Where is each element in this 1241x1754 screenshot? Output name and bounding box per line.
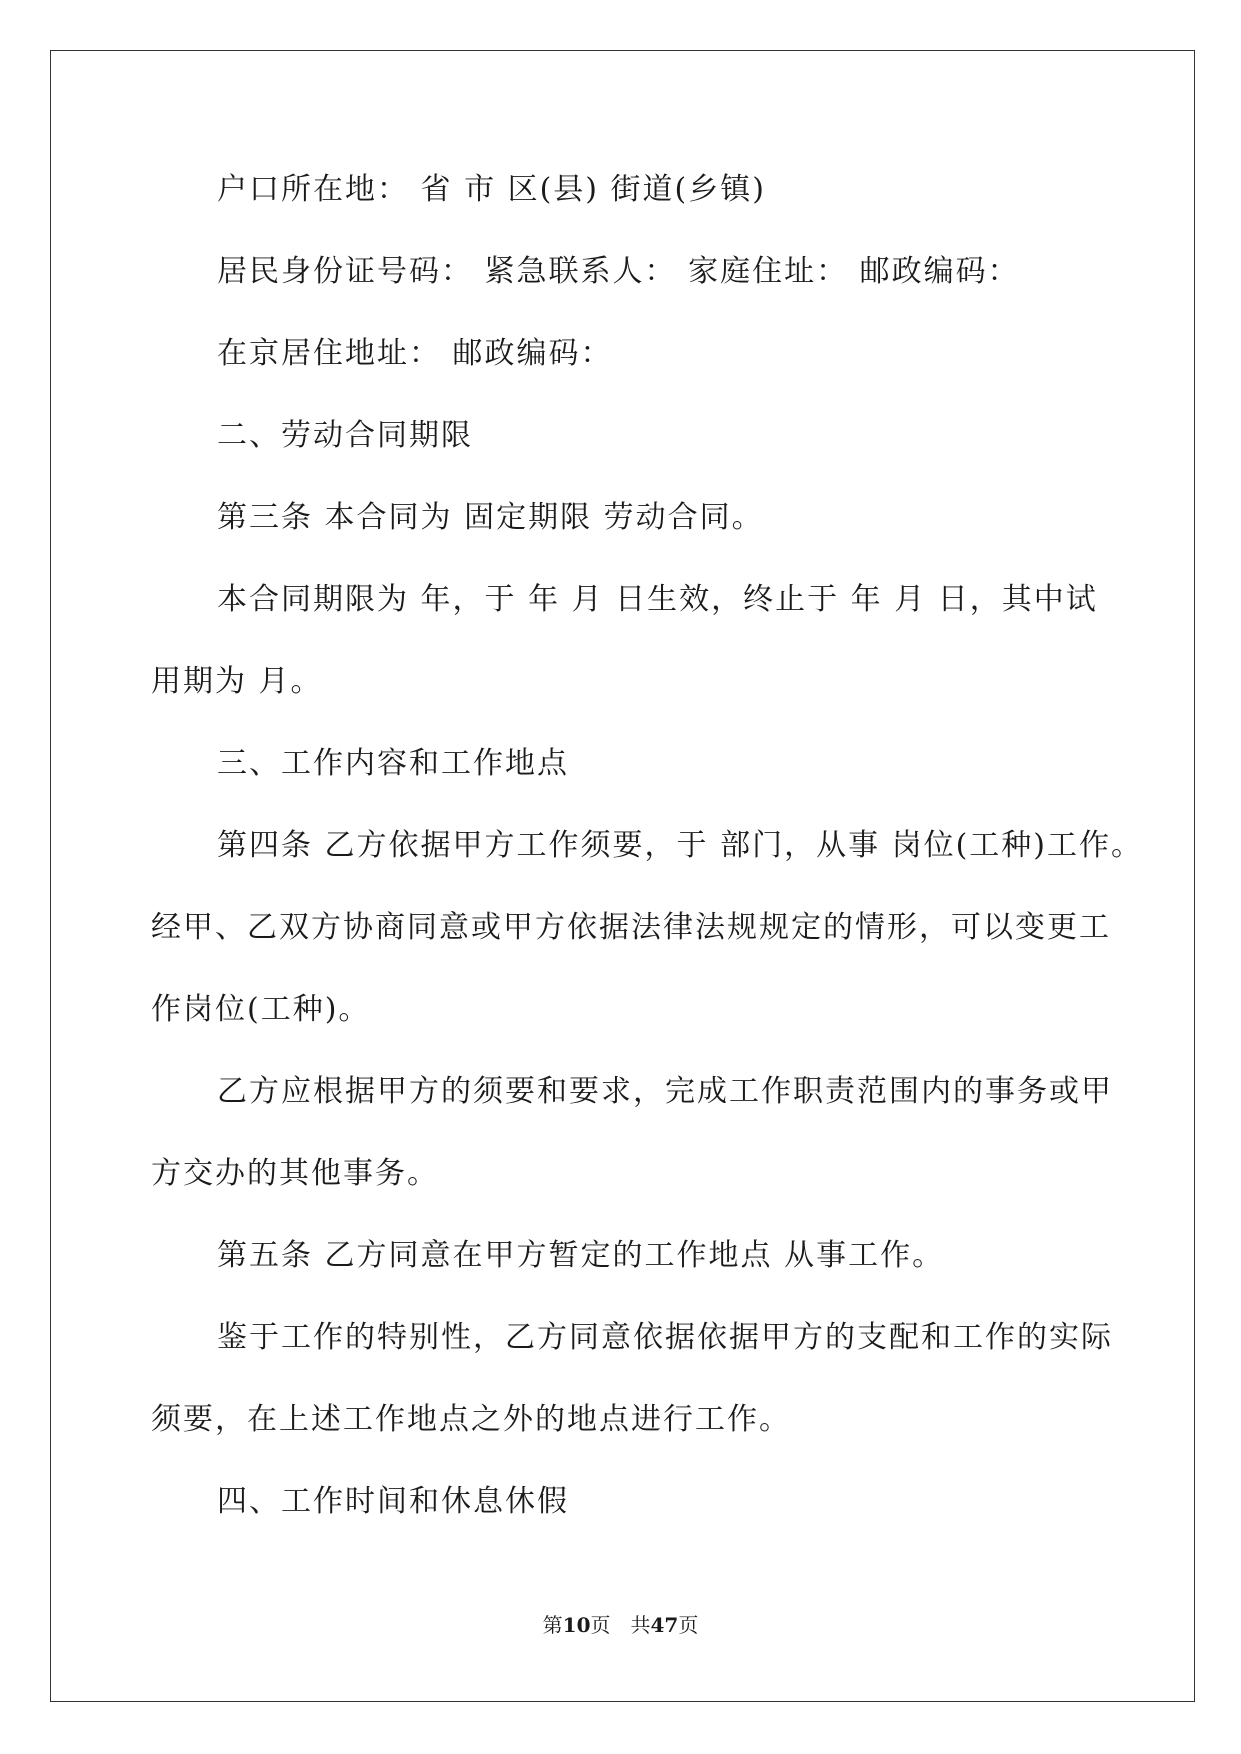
text-line: 第三条 本合同为 固定期限 劳动合同。 [217, 500, 764, 535]
text-line: 鉴于工作的特别性，乙方同意依据依据甲方的支配和工作的实际 [217, 1320, 1113, 1355]
text-line: 作岗位(工种)。 [151, 992, 371, 1027]
text-line: 须要，在上述工作地点之外的地点进行工作。 [151, 1402, 791, 1437]
page-mid: 页 共 [590, 1613, 651, 1637]
text-line: 乙方应根据甲方的须要和要求，完成工作职责范围内的事务或甲 [217, 1074, 1113, 1109]
text-line: 经甲、乙双方协商同意或甲方依据法律法规规定的情形，可以变更工 [151, 910, 1111, 945]
section-heading: 二、劳动合同期限 [217, 418, 473, 453]
text-line: 本合同期限为 年，于 年 月 日生效，终止于 年 月 日，其中试 [217, 582, 1098, 617]
page-suffix: 页 [678, 1613, 699, 1637]
page-total: 47 [650, 1613, 679, 1637]
text-line: 居民身份证号码： 紧急联系人： 家庭住址： 邮政编码： [217, 254, 1020, 289]
page-current: 10 [562, 1613, 591, 1637]
text-line: 第五条 乙方同意在甲方暂定的工作地点 从事工作。 [217, 1238, 945, 1273]
page-footer [0, 1612, 1241, 1638]
page-border [50, 50, 1195, 1702]
text-line: 户口所在地： 省 市 区(县) 街道(乡镇) [217, 172, 766, 207]
text-line: 在京居住地址： 邮政编码： [217, 336, 613, 371]
text-line: 用期为 月。 [151, 664, 323, 699]
section-heading: 三、工作内容和工作地点 [217, 746, 569, 781]
text-line: 方交办的其他事务。 [151, 1156, 439, 1191]
page-prefix: 第 [542, 1613, 563, 1637]
text-line: 第四条 乙方依据甲方工作须要，于 部门，从事 岗位(工种)工作。 [217, 828, 1144, 863]
section-heading: 四、工作时间和休息休假 [217, 1484, 569, 1519]
